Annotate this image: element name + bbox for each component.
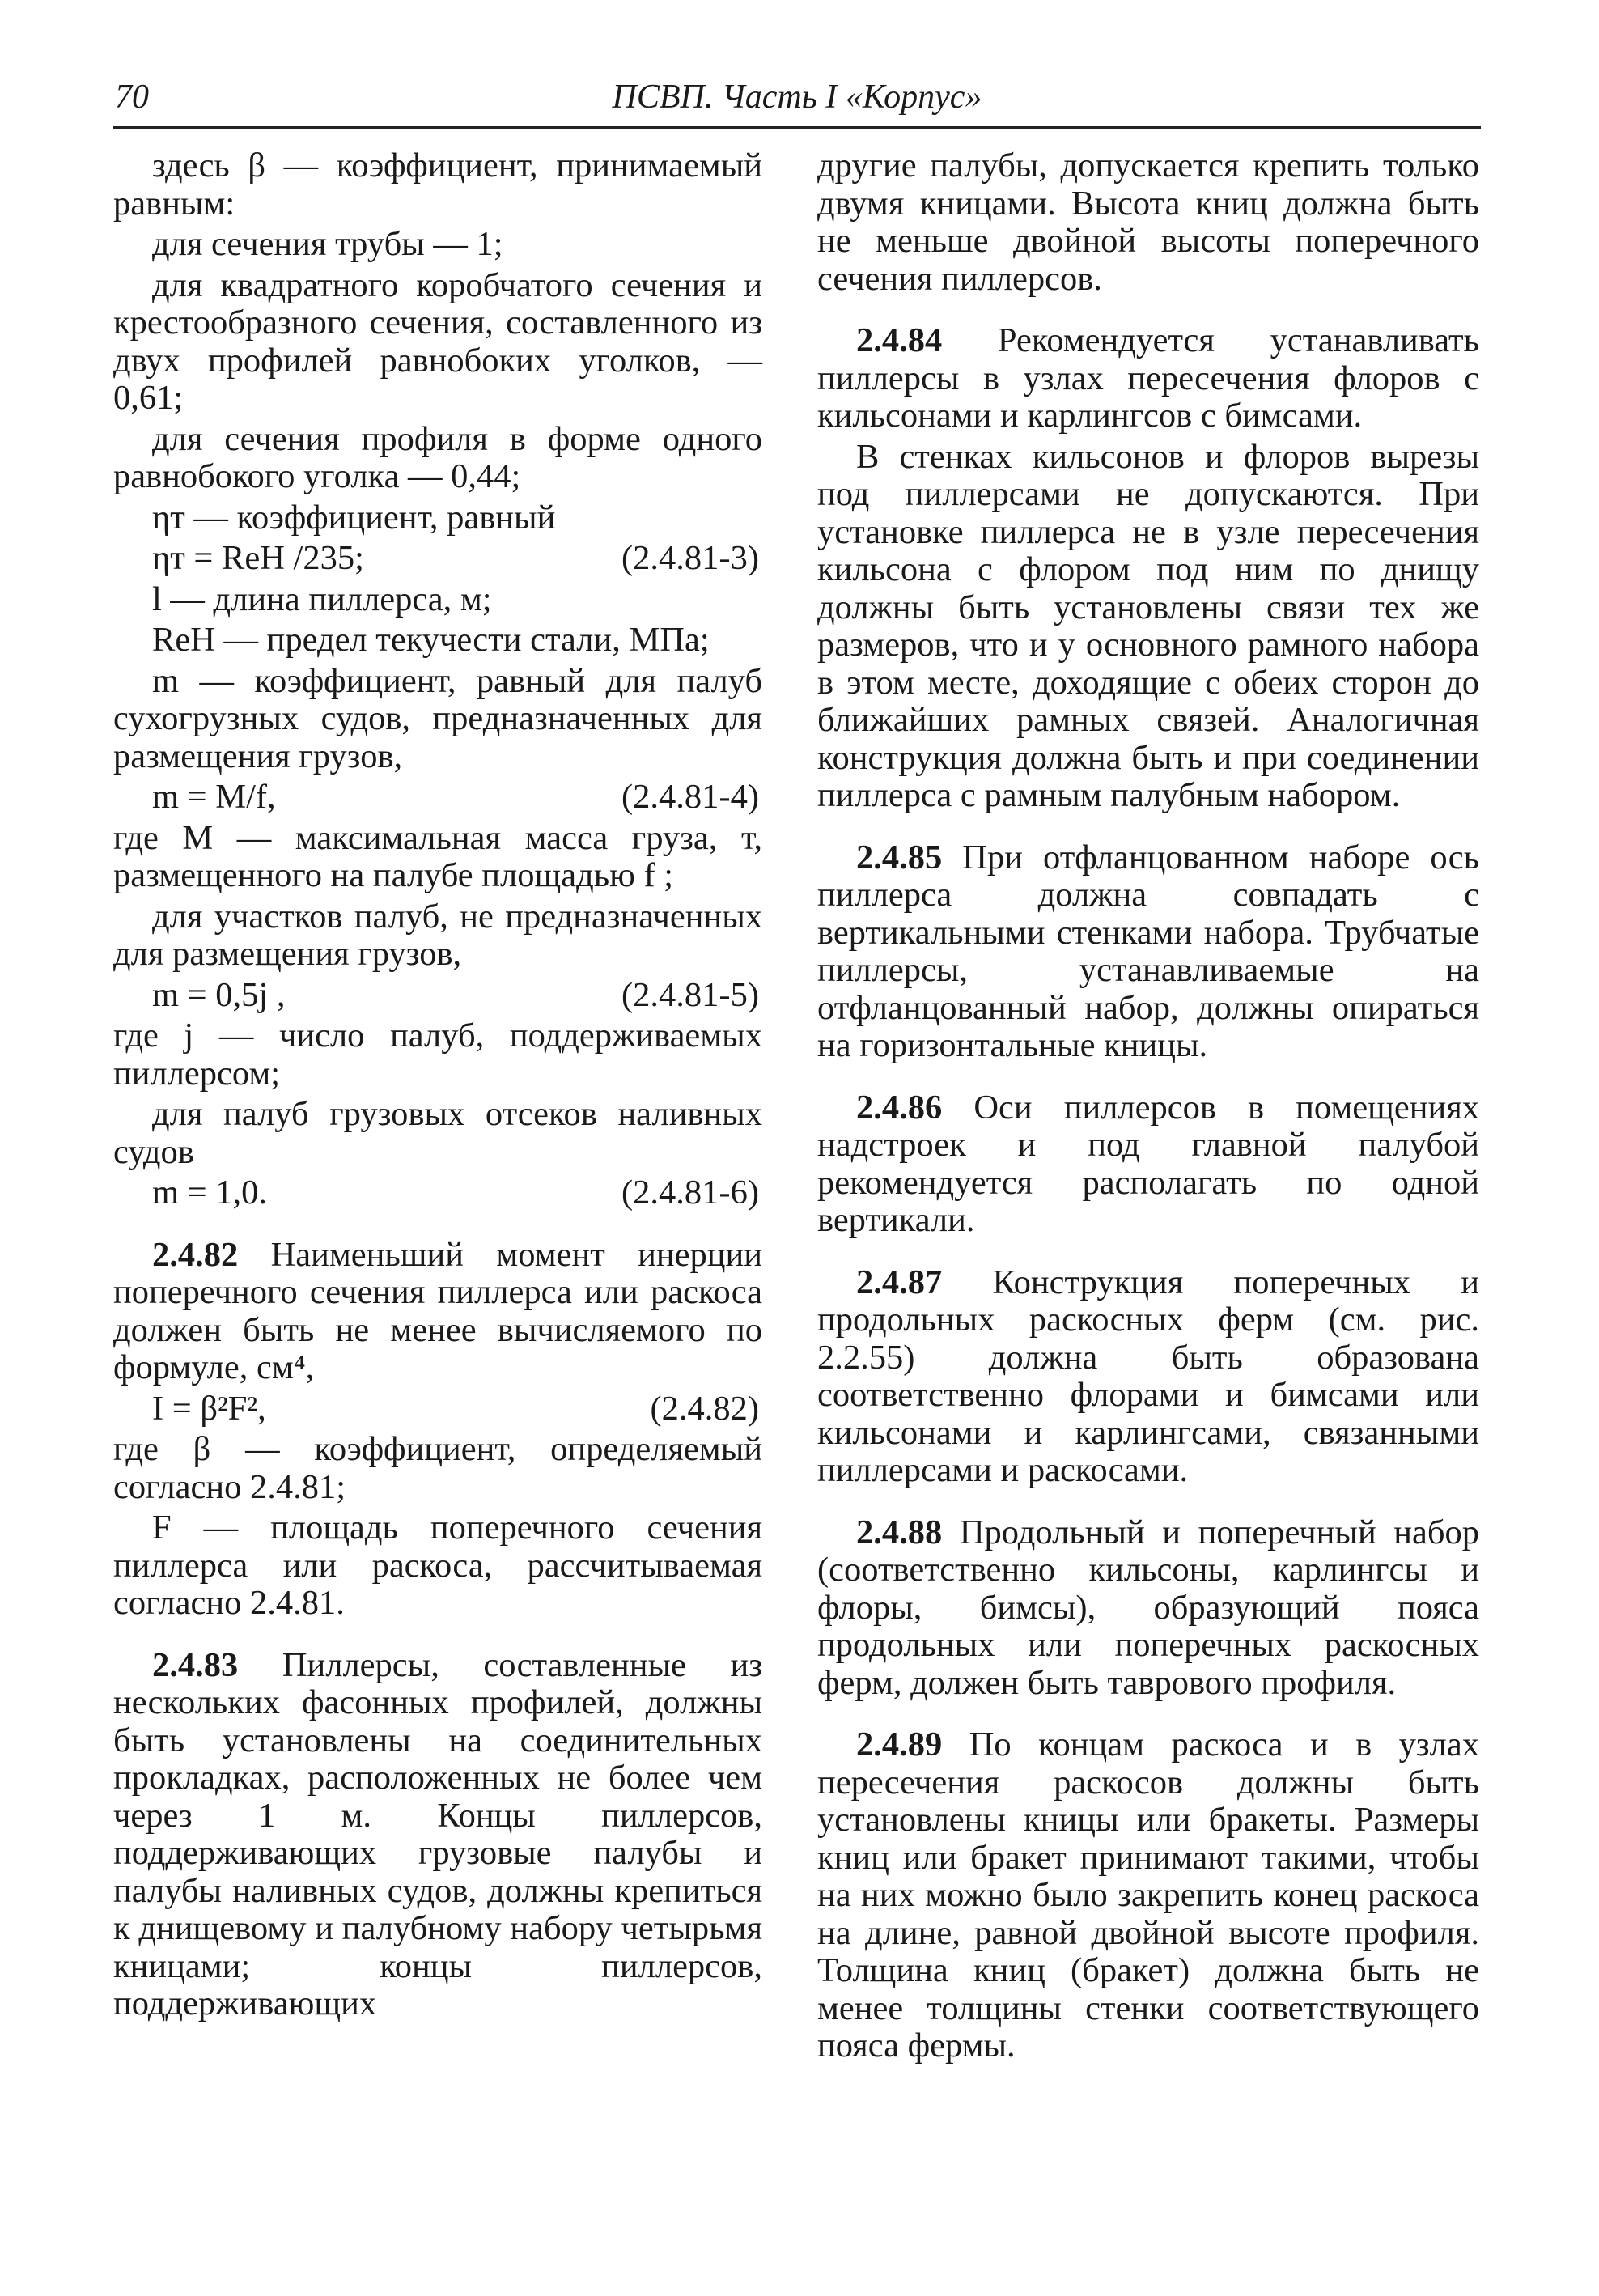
equation-2-4-81-3 [113,540,762,578]
section-number: 2.4.88 [856,1513,943,1551]
paragraph: для квадратного коробчатого сечения и крестообразного сечения, составленного из двух профилей равнобоких уголков, — 0,61; [113,265,762,417]
section-number: 2.4.86 [856,1088,943,1127]
section-text: Рекомендуется устанавливать пиллерсы в узлах пересечения флоров с кильсонами и карлингсов с бимсами. [817,321,1479,435]
section-text: Конструкция поперечных и продольных раскосных ферм (см. рис. 2.2.55) должна быть образована соответственно флорами и бимсами или кильсонами и карлингсами, связанными пиллерсами и раскосами. [817,1263,1479,1489]
section-2-4-82 [113,1237,762,1387]
equation-number: (2.4.81-4) [621,778,759,816]
equation-expression: m = 1,0. [152,1173,268,1212]
equation-number: (2.4.81-6) [621,1173,759,1212]
section-2-4-89 [817,1726,1479,2065]
section-text: Продольный и поперечный набор (соответственно кильсоны, карлингсы и флоры, бимсы), образующий пояса продольных или поперечных раскосных ферм, должен быть таврового профиля. [817,1513,1479,1702]
section-text: Наименьший момент инерции поперечного сечения пиллерса или раскоса должен быть не менее вычисляемого по формуле, см⁴, [113,1235,762,1386]
paragraph: для палуб грузовых отсеков наливных судов [113,1095,762,1171]
left-column [113,147,762,2027]
section-text: Пиллерсы, составленные из нескольких фасонных профилей, должны быть установлены на соединительных прокладках, расположенных не более чем через 1 м. Концы пиллерсов, поддерживающих грузовые палубы и палубы наливных судов, должны крепиться к днищевому и палубному набору четырьмя кницами; концы пиллерсов, поддерживающих [113,1645,762,2022]
equation-2-4-82 [113,1390,762,1428]
paragraph: ReH — предел текучести стали, МПа; [152,621,710,659]
paragraph: для участков палуб, не предназначенных для размещения грузов, [113,897,762,973]
paragraph: l — длина пиллерса, м; [152,579,492,618]
section-number: 2.4.85 [856,838,943,876]
section-number: 2.4.84 [856,321,943,359]
section-text: По концам раскоса и в узлах пересечения раскосов должны быть установлены кницы или бракеты. Размеры книц или бракет принимают такими, чтобы на них можно было закрепить конец раскоса на длине, равной двойной высоте профиля. Толщина книц (бракет) должна быть не менее толщины стенки соответствующего пояса фермы. [817,1725,1479,2065]
paragraph: где M — максимальная масса груза, т, размещенного на палубе площадью f ; [113,818,762,894]
equation-2-4-81-6 [113,1174,762,1212]
equation-2-4-81-5 [113,977,762,1015]
section-number: 2.4.89 [856,1725,943,1763]
paragraph: здесь β — коэффициент, принимаемый равным: [113,146,762,223]
equation-expression: m = 0,5j , [152,975,286,1014]
paragraph: где β — коэффициент, определяемый согласно 2.4.81; [113,1430,762,1506]
equation-expression: I = β²F², [152,1389,266,1428]
page-number: 70 [115,79,149,116]
section-2-4-85 [817,839,1479,1065]
equation-number: (2.4.82) [650,1389,759,1428]
paragraph: В стенках кильсонов и флоров вырезы под пиллерсами не допускаются. При установке пиллерса не в узле пересечения кильсона с флором под ним по днищу должны быть установлены связи тех же размеров, что и у основного рамного набора в этом месте, доходящие с обеих сторон до ближайших рамных связей. Аналогичная конструкция должна быть и при соединении пиллерса с рамным палубным набором. [817,437,1479,814]
paragraph: другие палубы, допускается крепить только двумя кницами. Высота книц должна быть не меньше двойной высоты поперечного сечения пиллерсов. [817,146,1479,298]
paragraph: где j — число палуб, поддерживаемых пиллерсом; [113,1016,762,1093]
section-2-4-86 [817,1089,1479,1240]
section-2-4-87 [817,1264,1479,1490]
paragraph: m — коэффициент, равный для палуб сухогрузных судов, предназначенных для размещения грузов, [113,661,762,775]
right-column [817,147,1479,2069]
equation-2-4-81-4 [113,779,762,817]
section-2-4-88 [817,1514,1479,1703]
section-text: При отфланцованном наборе ось пиллерса должна совпадать с вертикальными стенками набора. Трубчатые пиллерсы, устанавливаемые на отфланцованный набор, должны опираться на горизонтальные кницы. [817,838,1479,1064]
paragraph: ηт — коэффициент, равный [152,498,556,537]
paragraph: для сечения профиля в форме одного равнобокого уголка — 0,44; [113,419,762,495]
running-header [113,78,1481,129]
section-2-4-84 [817,322,1479,435]
equation-number: (2.4.81-5) [621,975,759,1014]
paragraph: для сечения трубы — 1; [152,225,503,263]
section-number: 2.4.82 [152,1235,239,1274]
paragraph: F — площадь поперечного сечения пиллерса или раскоса, рассчитываемая согласно 2.4.81. [113,1509,762,1622]
running-title: ПСВП. Часть I «Корпус» [612,79,982,116]
section-number: 2.4.83 [152,1645,239,1684]
equation-expression: m = M/f, [152,778,276,816]
section-2-4-83 [113,1647,762,2023]
section-text: Оси пиллерсов в помещениях надстроек и под главной палубой рекомендуется располагать по одной вертикали. [817,1088,1479,1239]
section-number: 2.4.87 [856,1263,943,1301]
equation-expression: ηт = ReH /235; [152,539,364,577]
equation-number: (2.4.81-3) [621,539,759,577]
